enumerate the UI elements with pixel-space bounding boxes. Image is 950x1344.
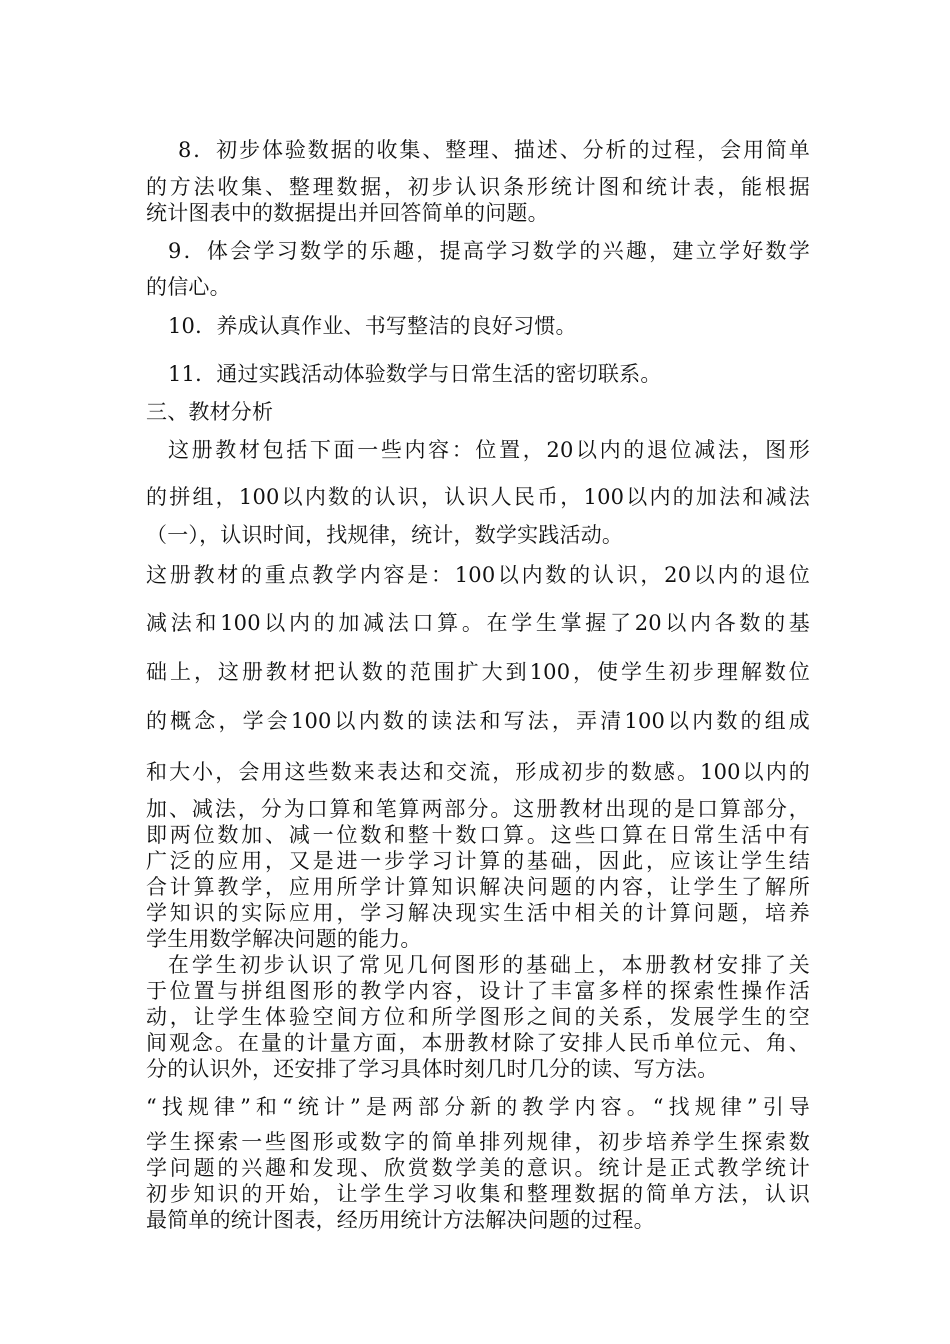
text-line: 这册教材的重点教学内容是：100以内数的认识，20以内的退位 bbox=[146, 563, 810, 587]
text-line: 学问题的兴趣和发现、欣赏数学美的意识。统计是正式教学统计 bbox=[146, 1156, 810, 1180]
text-line: 的方法收集、整理数据，初步认识条形统计图和统计表，能根据 bbox=[146, 175, 810, 199]
text-line: 统计图表中的数据提出并回答简单的问题。 bbox=[146, 201, 549, 225]
text-line: 学生探索一些图形或数字的简单排列规律，初步培养学生探索数 bbox=[146, 1130, 810, 1154]
text-line: 的概念，学会100以内数的读法和写法，弄清100以内数的组成 bbox=[146, 709, 810, 733]
text-line: 间观念。在量的计量方面，本册教材除了安排人民币单位元、角、 bbox=[146, 1031, 810, 1055]
text-line: 在学生初步认识了常见几何图形的基础上，本册教材安排了关 bbox=[168, 953, 810, 977]
section-heading: 三、教材分析 bbox=[146, 400, 274, 424]
text-line: 学生用数学解决问题的能力。 bbox=[146, 927, 422, 951]
text-line: 学知识的实际应用，学习解决现实生活中相关的计算问题，培养 bbox=[146, 901, 810, 925]
text-line: “找规律”和“统计”是两部分新的教学内容。“找规律”引导 bbox=[146, 1095, 810, 1119]
text-line: 的拼组，100以内数的认识，认识人民币，100以内的加法和减法 bbox=[146, 485, 810, 509]
text-line: 最简单的统计图表，经历用统计方法解决问题的过程。 bbox=[146, 1208, 655, 1232]
text-line: 广泛的应用，又是进一步学习计算的基础，因此，应该让学生结 bbox=[146, 849, 810, 873]
text-line: 于位置与拼组图形的教学内容，设计了丰富多样的探索性操作活 bbox=[146, 979, 810, 1003]
text-line: 9．体会学习数学的乐趣，提高学习数学的兴趣，建立学好数学 bbox=[168, 239, 810, 263]
text-line: 即两位数加、减一位数和整十数口算。这些口算在日常生活中有 bbox=[146, 823, 810, 847]
text-line: 10．养成认真作业、书写整洁的良好习惯。 bbox=[168, 314, 577, 338]
text-line: 的信心。 bbox=[146, 275, 231, 299]
text-line: 础上，这册教材把认数的范围扩大到100，使学生初步理解数位 bbox=[146, 660, 810, 684]
text-line: 和大小，会用这些数来表达和交流，形成初步的数感。100以内的 bbox=[146, 760, 810, 784]
text-line: 合计算教学，应用所学计算知识解决问题的内容，让学生了解所 bbox=[146, 875, 810, 899]
text-line: 11．通过实践活动体验数学与日常生活的密切联系。 bbox=[168, 362, 662, 386]
text-line: 初步知识的开始，让学生学习收集和整理数据的简单方法，认识 bbox=[146, 1182, 810, 1206]
text-line: （一），认识时间，找规律，统计，数学实践活动。 bbox=[146, 523, 624, 547]
text-line: 加、减法，分为口算和笔算两部分。这册教材出现的是口算部分， bbox=[146, 797, 810, 821]
text-line: 动，让学生体验空间方位和所学图形之间的关系，发展学生的空 bbox=[146, 1005, 810, 1029]
text-line: 分的认识外，还安排了学习具体时刻几时几分的读、写方法。 bbox=[146, 1057, 719, 1081]
text-line: 这册教材包括下面一些内容：位置，20以内的退位减法，图形 bbox=[168, 438, 810, 462]
text-line: 8．初步体验数据的收集、整理、描述、分析的过程，会用简单 bbox=[178, 138, 810, 162]
text-line: 减法和100以内的加减法口算。在学生掌握了20以内各数的基 bbox=[146, 611, 810, 635]
